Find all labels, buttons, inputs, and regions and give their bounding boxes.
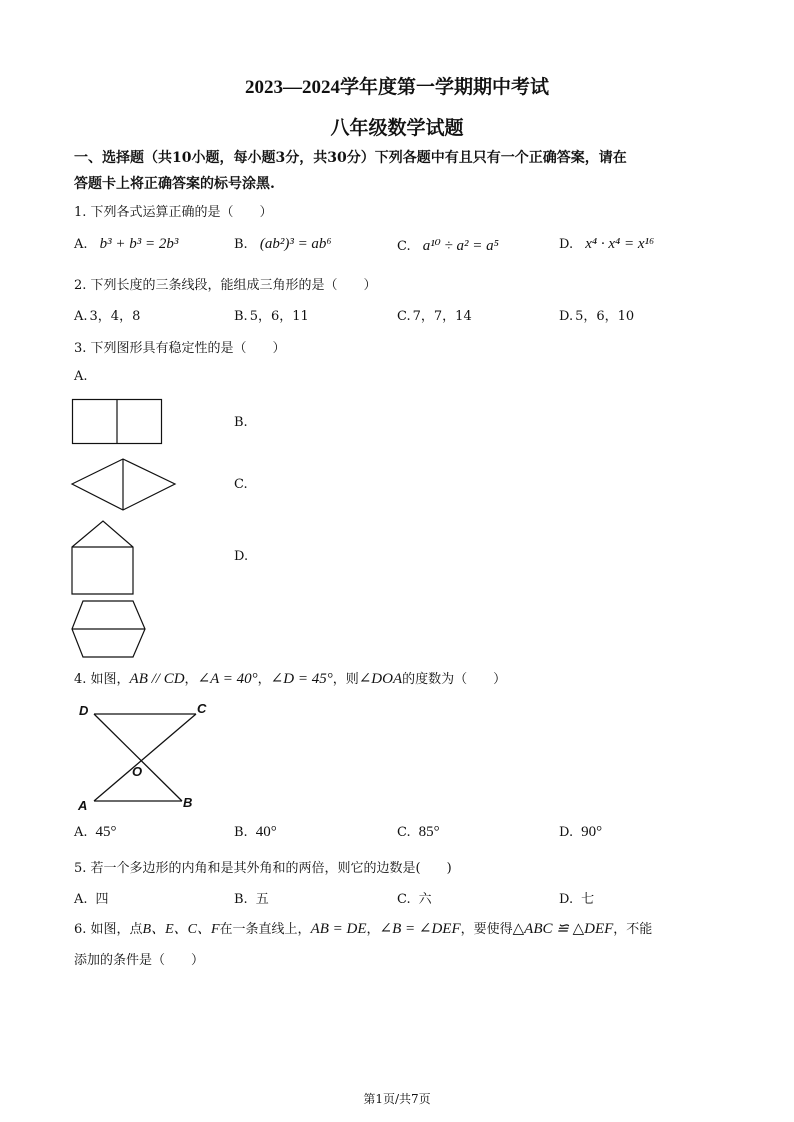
- option-label: A.: [74, 892, 88, 907]
- q6-expr-congruent: △ABC ≌ △DEF: [512, 921, 614, 937]
- q6-stem-prefix: 6. 如图，点: [74, 922, 143, 937]
- q6-points: B、E、C、F: [142, 922, 220, 937]
- option-text: 七: [581, 892, 595, 907]
- q4-option-d: [559, 824, 602, 841]
- q3-figure-house: [71, 520, 135, 596]
- q4-stem-prefix: 4. 如图，: [74, 672, 130, 687]
- q3-figure-rhombus: [71, 458, 177, 512]
- exam-title: 2023—2024学年度第一学期期中考试: [244, 77, 549, 98]
- q4-stem-suffix: 的度数为（ ）: [402, 672, 507, 687]
- option-text: 六: [418, 892, 432, 907]
- q1-option-a: [74, 236, 178, 253]
- q1-option-a-expr: b³ + b³ = 2b³: [99, 236, 179, 252]
- q4-option-b: [234, 824, 277, 841]
- page-number: 第1页/共7页: [363, 1092, 431, 1106]
- q4-label-c: C: [197, 701, 207, 716]
- q5-option-c: [397, 888, 432, 907]
- question-4-stem: [74, 668, 506, 688]
- q5-option-a: [74, 888, 109, 907]
- q2-option-c: [397, 305, 472, 324]
- q4-expr-angle-d: ∠D = 45°: [270, 671, 333, 687]
- option-text: 40°: [255, 824, 277, 840]
- q4-label-a: A: [78, 798, 88, 813]
- q6-sep: ，: [366, 922, 380, 937]
- option-label: B.: [234, 237, 248, 252]
- q4-expr-angle-doa: ∠DOA: [358, 671, 403, 687]
- question-2-stem: 2. 下列长度的三条线段，能组成三角形的是（ ）: [74, 278, 377, 293]
- q5-option-b: [234, 888, 269, 907]
- q6-stem-mid: 在一条直线上，: [219, 922, 311, 937]
- q1-option-d-expr: x⁴ · x⁴ = x¹⁶: [585, 236, 655, 252]
- question-3-stem: 3. 下列图形具有稳定性的是（ ）: [74, 341, 286, 356]
- q6-stem-suffix: ，不能: [613, 922, 653, 937]
- q6-expr-angle: ∠B = ∠DEF: [379, 921, 461, 937]
- option-label: B.: [234, 892, 248, 907]
- option-label: D.: [559, 892, 574, 907]
- q2-option-b: [234, 305, 309, 324]
- q5-option-d: [559, 888, 594, 907]
- section-heading-line2: 答题卡上将正确答案的标号涂黑.: [74, 176, 275, 192]
- option-text: 五: [255, 892, 269, 907]
- option-label: B.: [234, 825, 248, 840]
- q4-figure-bowtie: [92, 712, 202, 804]
- q4-option-c: [397, 824, 440, 841]
- exam-subtitle: 八年级数学试题: [330, 118, 464, 139]
- option-label: A.: [74, 237, 88, 252]
- option-label: C.: [397, 309, 411, 324]
- q1-option-d: [559, 236, 654, 253]
- option-label: C.: [397, 825, 411, 840]
- q4-label-b: B: [183, 795, 193, 810]
- option-label: D.: [559, 309, 574, 324]
- question-6-stem-line1: [74, 918, 652, 938]
- q4-label-d: D: [79, 703, 89, 718]
- option-text: 7，7，14: [412, 309, 472, 324]
- option-label: C.: [397, 239, 411, 254]
- question-6-stem-line2: 添加的条件是（ ）: [74, 953, 205, 968]
- option-label: D.: [559, 237, 574, 252]
- option-text: 90°: [581, 824, 603, 840]
- q2-option-d: [559, 305, 634, 324]
- option-text: 5，6，11: [249, 309, 309, 324]
- option-text: 85°: [418, 824, 440, 840]
- q4-expr-parallel: AB // CD: [129, 671, 185, 687]
- q4-sep: ，: [184, 672, 198, 687]
- option-label: A.: [74, 825, 88, 840]
- q1-option-b: [234, 236, 332, 253]
- q4-sep: ，: [257, 672, 271, 687]
- q1-option-b-expr: (ab²)³ = ab⁶: [259, 236, 332, 252]
- question-1-stem: 1. 下列各式运算正确的是（ ）: [74, 205, 273, 220]
- option-text: 45°: [95, 824, 117, 840]
- q6-stem-mid2: ，要使得: [460, 922, 513, 937]
- q3-figure-rectangle: [72, 399, 162, 445]
- option-label: B.: [234, 309, 248, 324]
- q1-option-c-expr: a¹⁰ ÷ a² = a⁵: [422, 238, 499, 254]
- q4-label-o: O: [132, 764, 143, 779]
- option-label: D.: [559, 825, 574, 840]
- q6-expr-ab-de: AB = DE: [310, 921, 367, 937]
- q1-option-c: [397, 236, 499, 255]
- option-text: 5，6，10: [575, 309, 635, 324]
- q3-option-b-label: B.: [234, 415, 248, 430]
- option-text: 四: [95, 892, 109, 907]
- q2-option-a: [74, 305, 140, 324]
- option-text: 3，4，8: [89, 309, 141, 324]
- q3-option-a-label: A.: [74, 369, 88, 384]
- question-5-stem: 5. 若一个多边形的内角和是其外角和的两倍，则它的边数是( ): [74, 861, 452, 876]
- option-label: C.: [397, 892, 411, 907]
- option-label: A.: [74, 309, 88, 324]
- q3-option-c-label: C.: [234, 477, 248, 492]
- q4-stem-mid: ，则: [332, 672, 359, 687]
- section-heading-line1: 一、选择题（共10小题，每小题3分，共30分）下列各题中有且只有一个正确答案，请在: [74, 150, 627, 166]
- q4-option-a: [74, 824, 117, 841]
- q3-option-d-label: D.: [234, 549, 249, 564]
- q3-figure-hexagon: [71, 600, 147, 660]
- q4-expr-angle-a: ∠A = 40°: [197, 671, 258, 687]
